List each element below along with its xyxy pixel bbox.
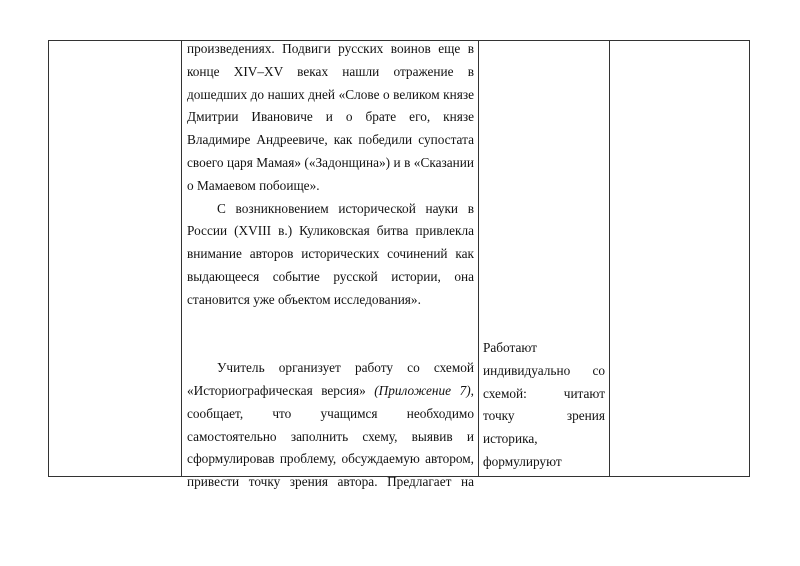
text-line: становится уже объектом исследования». xyxy=(187,291,421,307)
text-line xyxy=(187,380,474,403)
text-line: дошедших до наших дней «Слове о великом князе xyxy=(187,86,474,102)
text-line: точку зрения xyxy=(483,408,605,424)
text-line: России (XVIII в.) Куликовская битва привлекла xyxy=(187,223,474,239)
text-span: «Историографическая версия» xyxy=(187,382,375,398)
text-line: историка, xyxy=(483,431,538,447)
text-line: сформулировав проблему, обсуждаемую автором, xyxy=(187,451,474,467)
text-line: самостоятельно заполнить схему, выявив и xyxy=(187,428,474,444)
text-line: произведениях. Подвиги русских воинов еще в xyxy=(187,41,474,56)
text-line: конце XIV–XV веках нашли отражение в xyxy=(187,63,474,79)
column-divider xyxy=(181,41,182,476)
text-line: привести точку зрения автора. Предлагает на xyxy=(187,474,474,490)
text-line: внимание авторов исторических сочинений как xyxy=(187,246,474,262)
text-line: о Мамаевом побоище». xyxy=(187,177,320,193)
appendix-reference: (Приложение 7) xyxy=(374,382,471,398)
text-line: Владимире Андреевиче, как победили супостата xyxy=(187,132,474,148)
student-activity-cell xyxy=(483,337,605,476)
text-line: индивидуально со xyxy=(483,362,605,378)
text-span: , xyxy=(470,382,474,398)
lesson-plan-table xyxy=(48,40,750,490)
stage-cell xyxy=(49,41,181,476)
text-line: Учитель организует работу со схемой xyxy=(217,360,474,376)
text-line: Работают xyxy=(483,340,537,355)
text-line: выдающееся событие русской истории, она xyxy=(187,268,474,284)
teacher-activity-cell xyxy=(187,38,474,490)
text-line: сообщает, что учащимся необходимо xyxy=(187,405,474,421)
text-line: Дмитрии Ивановиче и о брате его, князе xyxy=(187,109,474,125)
results-cell xyxy=(610,41,749,476)
column-divider xyxy=(478,41,479,476)
text-line: формулируют xyxy=(483,453,562,469)
text-line: схемой: читают xyxy=(483,385,605,401)
text-line: С возникновением исторической науки в xyxy=(217,200,474,216)
text-line: своего царя Мамая» («Задонщина») и в «Сказании xyxy=(187,154,474,170)
